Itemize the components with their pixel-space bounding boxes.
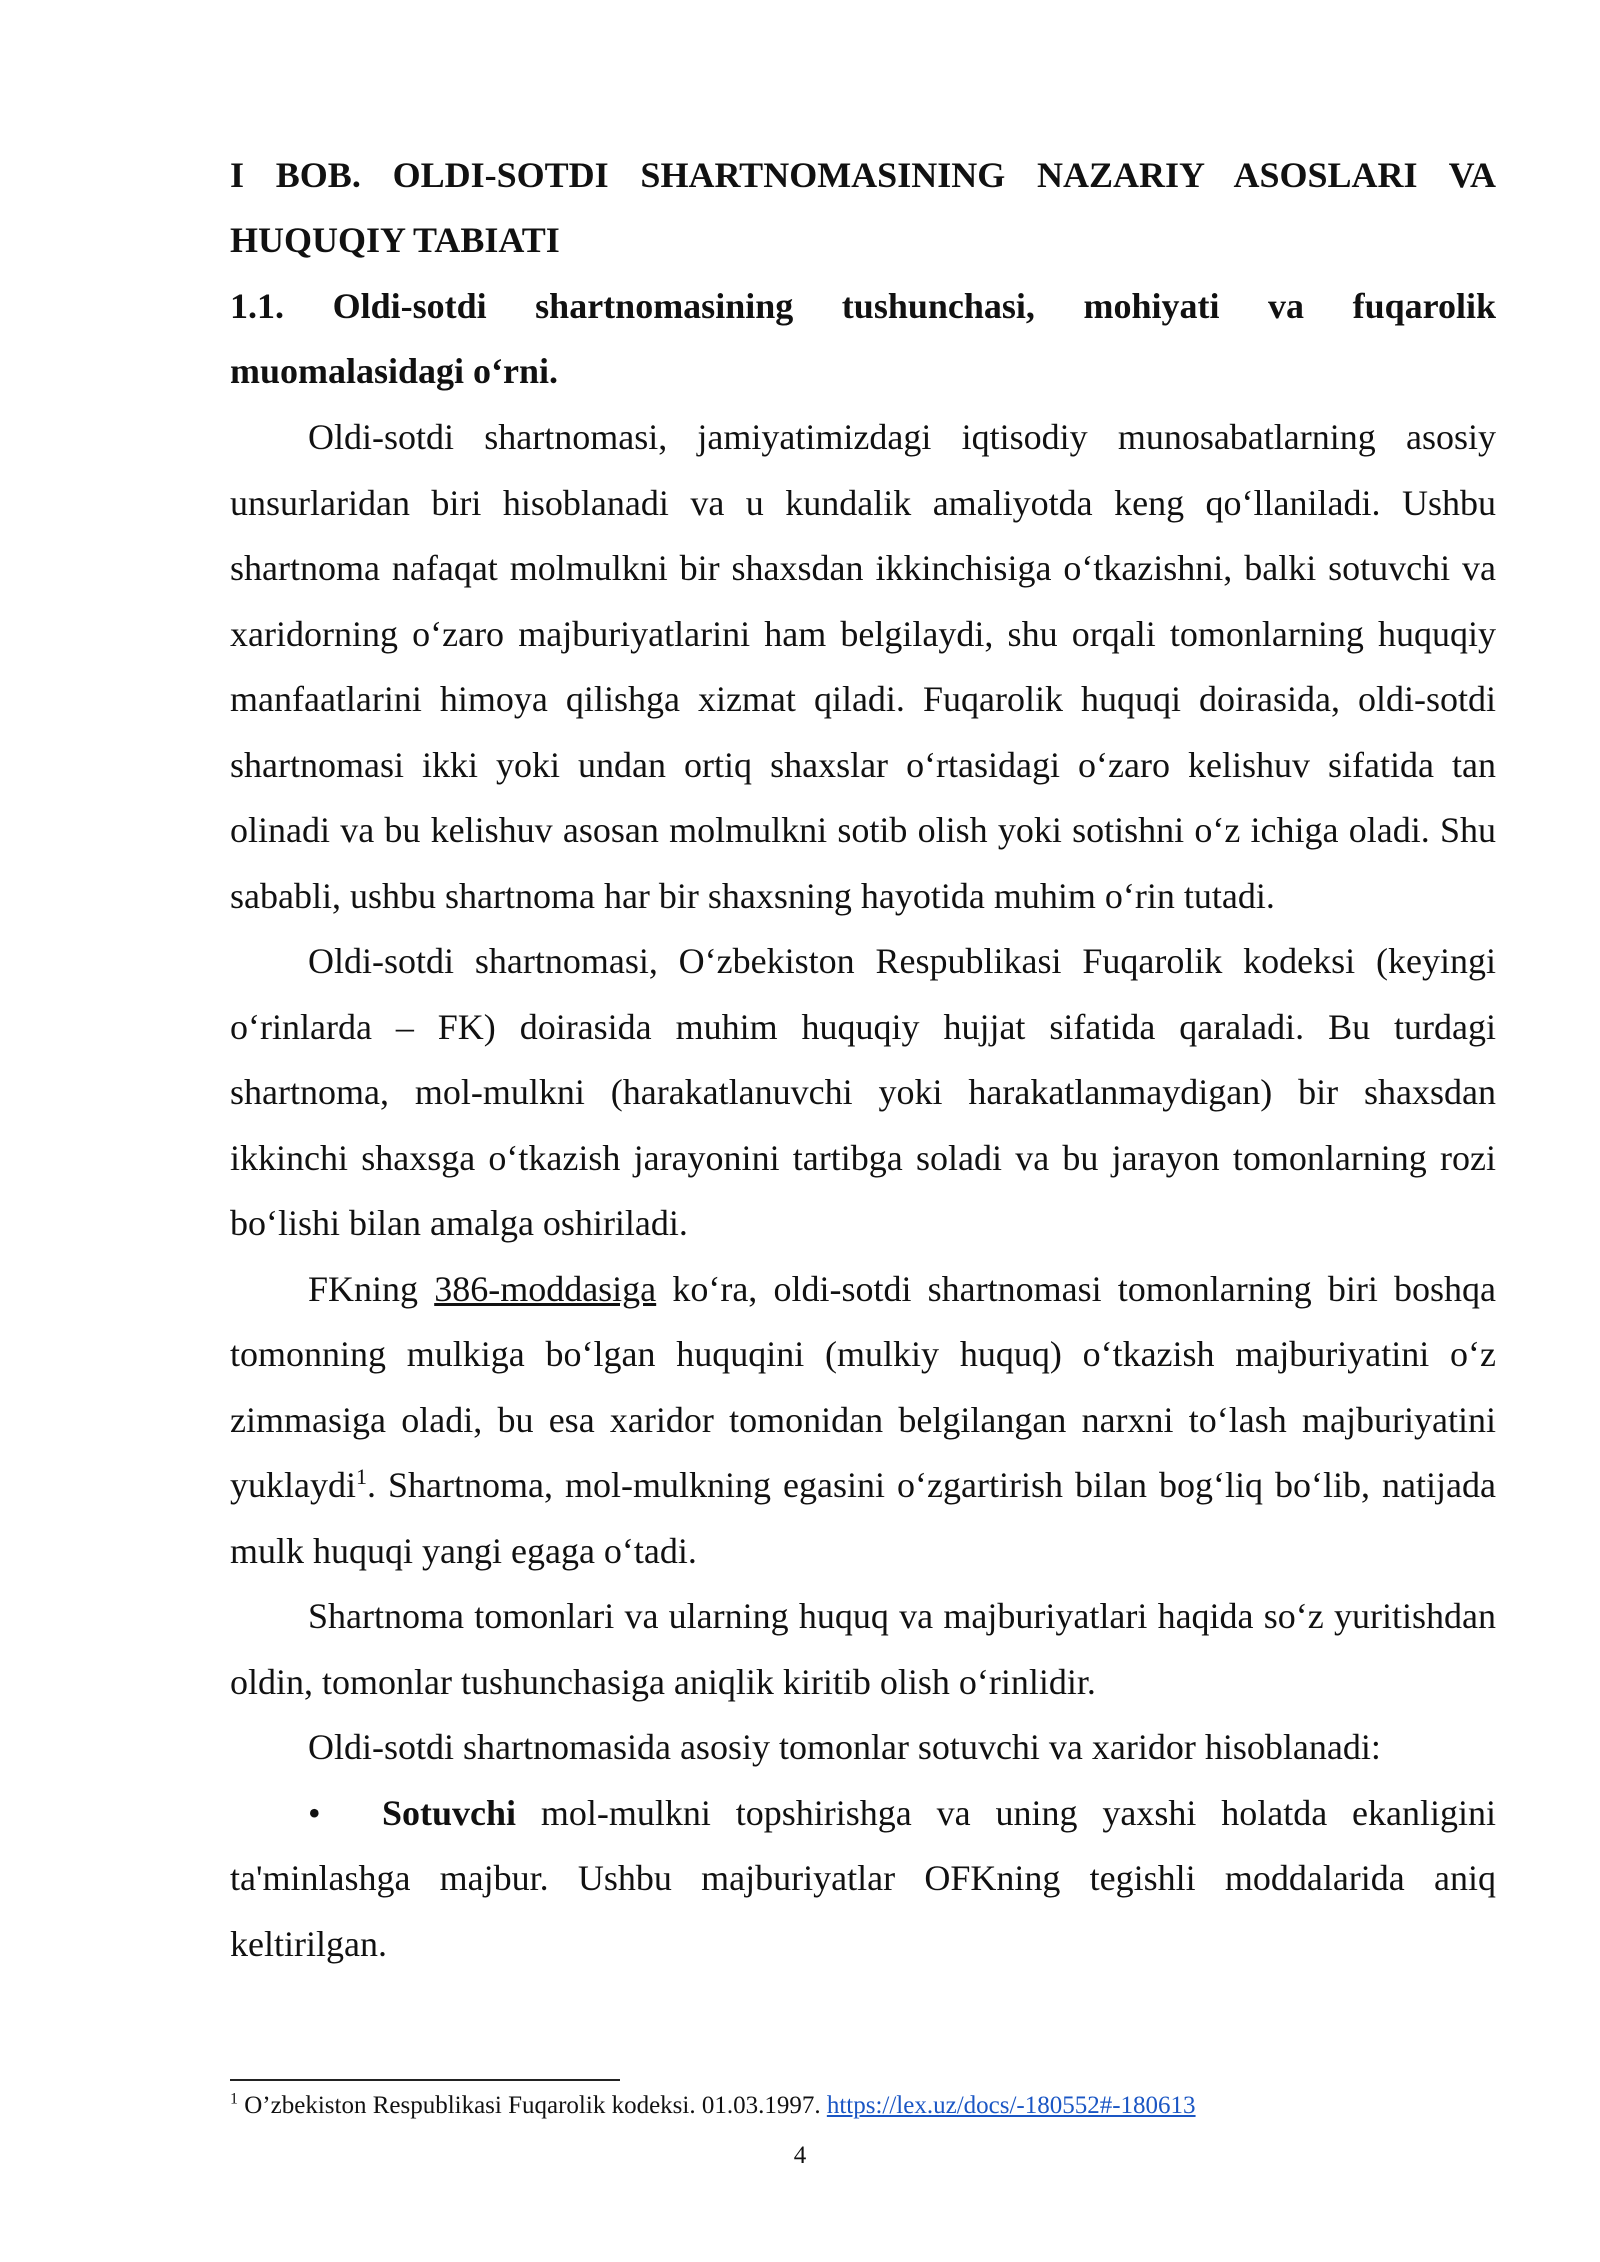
bullet-mark: • bbox=[308, 1792, 321, 1833]
bullet-item-sotuvchi bbox=[230, 1781, 1496, 1978]
bullet-bold-term: Sotuvchi bbox=[382, 1792, 517, 1833]
footnote-separator bbox=[230, 2079, 620, 2081]
paragraph-1: Oldi-sotdi shartnomasi, jamiyatimizdagi iqtisodiy munosabatlarning asosiy unsurlaridan biri hisoblanadi va u kundalik amaliyotda keng qo‘llaniladi. Ushbu shartnoma nafaqat molmulkni bir shaxsdan ikkinchisiga o‘tkazishni, balki sotuvchi va xaridorning o‘zaro majburiyatlarini ham belgilaydi, shu orqali tomonlarning huquqiy manfaatlarini himoya qilishga xizmat qiladi. Fuqarolik huquqi doirasida, oldi-sotdi shartnomasi ikki yoki undan ortiq shaxslar o‘rtasidagi o‘zaro kelishuv sifatida tan olinadi va bu kelishuv asosan molmulkni sotib olish yoki sotishni o‘z ichiga oladi. Shu sababli, ushbu shartnoma har bir shaxsning hayotida muhim o‘rin tutadi. bbox=[230, 417, 1496, 916]
paragraph-3-start: FKning bbox=[308, 1268, 419, 1309]
article-386-link[interactable]: 386-moddasiga bbox=[434, 1268, 657, 1309]
footnote-link[interactable]: https://lex.uz/docs/-180552#-180613 bbox=[826, 2092, 1196, 2119]
section-title: 1.1. Oldi-sotdi shartnomasining tushunchasi, mohiyati va fuqarolik muomalasidagi o‘rni. bbox=[230, 286, 1496, 391]
bullet-text: mol-mulkni topshirishga va uning yaxshi holatda ekanligini ta'minlashga majbur. Ushbu majburiyatlar OFKning tegishli moddalarida aniq keltirilgan. bbox=[230, 1792, 1497, 1964]
paragraph-4: Shartnoma tomonlari va ularning huquq va majburiyatlari haqida so‘z yuritishdan oldin, tomonlar tushunchasiga aniqlik kiritib olish o‘rinlidir. bbox=[230, 1596, 1496, 1702]
footnote-reference[interactable]: 1 bbox=[355, 1464, 367, 1489]
page-number: 4 bbox=[793, 2142, 807, 2169]
paragraph-2: Oldi-sotdi shartnomasi, O‘zbekiston Respublikasi Fuqarolik kodeksi (keyingi o‘rinlarda – FK) doirasida muhim huquqiy hujjat sifatida qaraladi. Bu turdagi shartnoma, mol-mulkni (harakatlanuvchi yoki harakatlanmaydigan) bir shaxsdan ikkinchi shaxsga o‘tkazish jarayonini tartibga soladi va bu jarayon tomonlarning rozi bo‘lishi bilan amalga oshiriladi. bbox=[230, 941, 1496, 1243]
footnote-text: O’zbekiston Respublikasi Fuqarolik kodeksi. 01.03.1997. bbox=[244, 2092, 821, 2119]
paragraph-3-end: . Shartnoma, mol-mulkning egasini o‘zgartirish bilan bog‘liq bo‘lib, natijada mulk huquqi yangi egaga o‘tadi. bbox=[230, 1465, 1496, 1571]
paragraph-3 bbox=[230, 1257, 1496, 1585]
footnote-number: 1 bbox=[230, 2090, 238, 2108]
paragraph-5: Oldi-sotdi shartnomasida asosiy tomonlar sotuvchi va xaridor hisoblanadi: bbox=[308, 1727, 1381, 1767]
footnote bbox=[230, 2088, 1496, 2124]
body-text bbox=[230, 405, 1496, 1977]
chapter-title: I BOB. OLDI-SOTDI SHARTNOMASINING NAZARIY ASOSLARI VA HUQUQIY TABIATI bbox=[230, 155, 1496, 260]
paragraph-3-middle: ko‘ra, oldi-sotdi shartnomasi tomonlarning biri boshqa tomonning mulkiga bo‘lgan huquqini (mulkiy huquq) o‘tkazish majburiyatini o‘z zimmasiga oladi, bu esa xaridor tomonidan belgilangan narxni to‘lash majburiyatini yuklaydi bbox=[230, 1268, 1497, 1505]
